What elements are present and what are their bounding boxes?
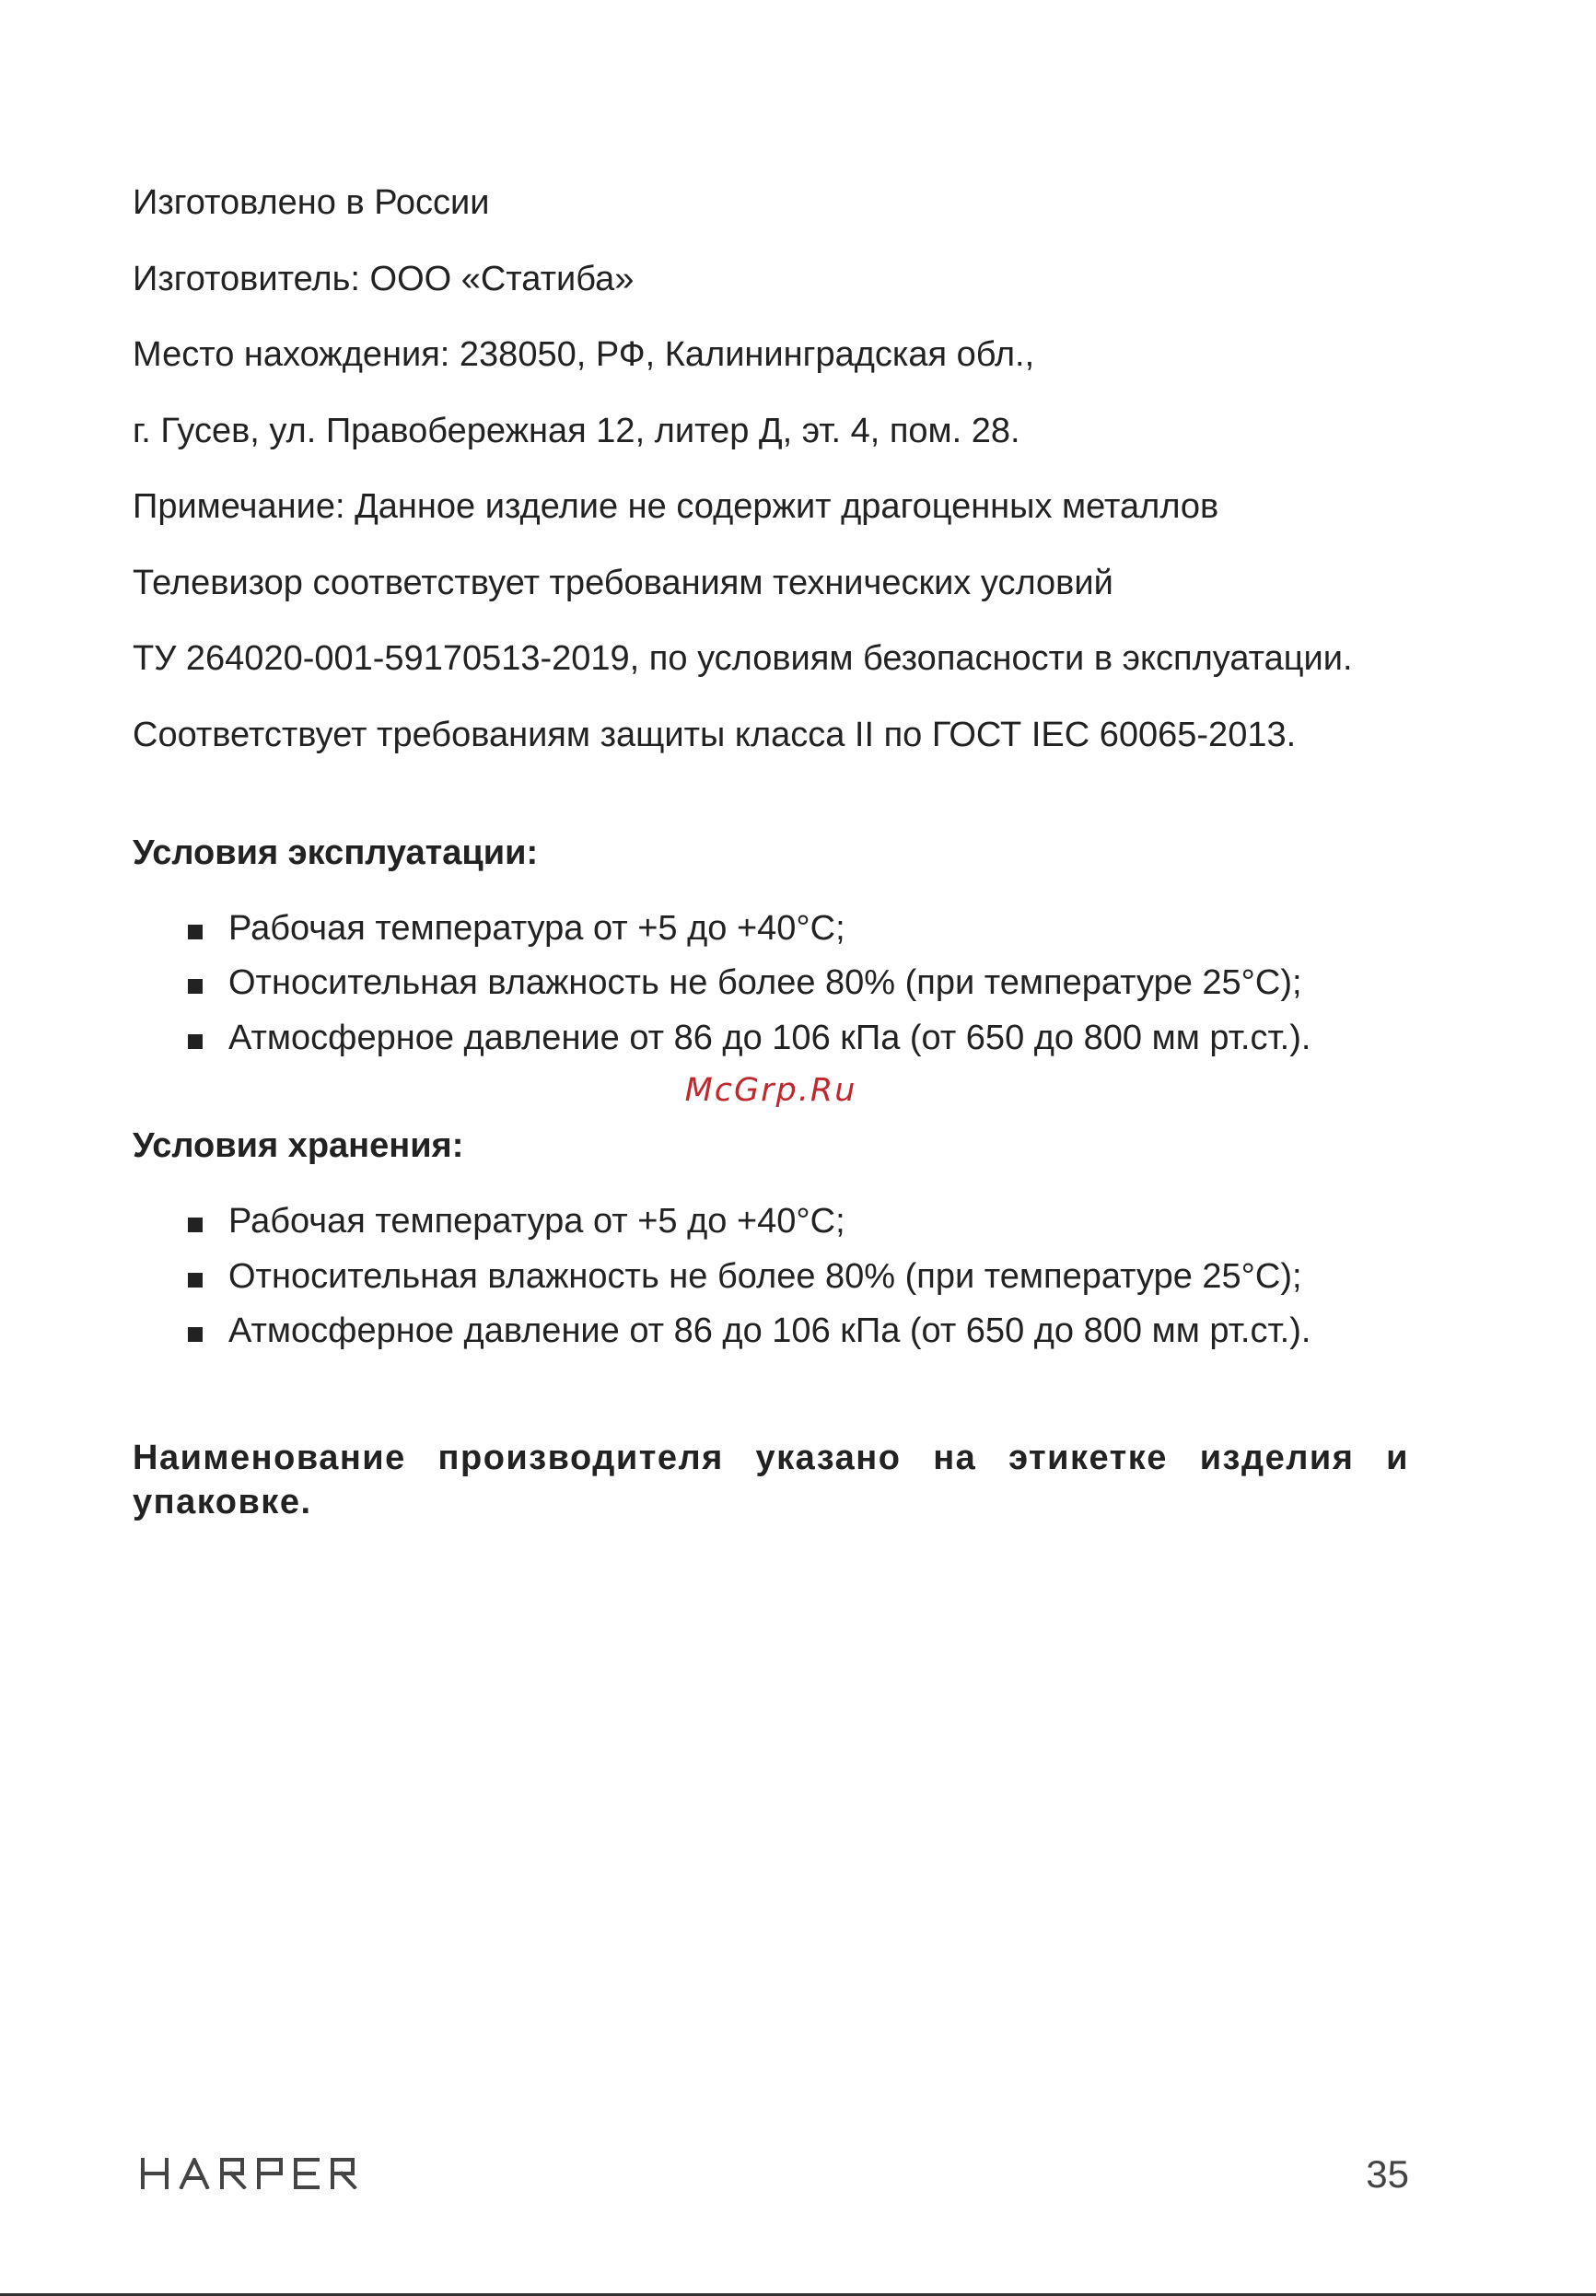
- note-line: Примечание: Данное изделие не содержит драгоценных металлов: [133, 487, 1219, 526]
- storage-conditions-title: Условия хранения:: [133, 1126, 464, 1165]
- page-content: [133, 182, 1409, 1524]
- compliance-line-1: Телевизор соответствует требованиям технических условий: [133, 563, 1113, 602]
- list-item-text: Рабочая температура от +5 до +40°С;: [228, 908, 845, 948]
- list-item: [133, 1018, 1409, 1073]
- page-number: 35: [1366, 2152, 1409, 2196]
- square-bullet-icon: [188, 1327, 203, 1342]
- address-line-1: Место нахождения: 238050, РФ, Калининградская обл.,: [133, 335, 1035, 374]
- list-item-text: Атмосферное давление от 86 до 106 кПа (от 650 до 800 мм рт.ст.).: [228, 1018, 1311, 1057]
- storage-conditions-list: [133, 1201, 1409, 1366]
- manufacturer-line: Изготовитель: ООО «Статиба»: [133, 259, 635, 298]
- list-item-text: Рабочая температура от +5 до +40°С;: [228, 1202, 845, 1241]
- list-item: [133, 1201, 1409, 1256]
- list-item: [133, 908, 1409, 963]
- list-item-text: Атмосферное давление от 86 до 106 кПа (от 650 до 800 мм рт.ст.).: [228, 1311, 1311, 1350]
- operating-conditions-title: Условия эксплуатации:: [133, 833, 539, 872]
- list-item-text: Относительная влажность не более 80% (при температуре 25°С);: [228, 963, 1302, 1002]
- square-bullet-icon: [188, 925, 203, 939]
- manufacturer-name-note: Наименование производителя указано на этикетке изделия и упаковке.: [133, 1438, 1409, 1521]
- list-item: [133, 1311, 1409, 1366]
- list-item: [133, 1256, 1409, 1311]
- compliance-line-2: ТУ 264020-001-59170513-2019, по условиям безопасности в эксплуатации.: [133, 639, 1353, 678]
- list-item-text: Относительная влажность не более 80% (при температуре 25°С);: [228, 1256, 1302, 1296]
- square-bullet-icon: [188, 1034, 203, 1049]
- watermark: McGrp.Ru: [684, 1072, 857, 1109]
- square-bullet-icon: [188, 1273, 203, 1288]
- list-item: [133, 962, 1409, 1018]
- address-line-2: г. Гусев, ул. Правобережная 12, литер Д, эт. 4, пом. 28.: [133, 411, 1020, 450]
- square-bullet-icon: [188, 979, 203, 994]
- harper-logo-icon: [139, 2158, 360, 2189]
- compliance-line-3: Соответствует требованиям защиты класса II по ГОСТ IEC 60065-2013.: [133, 715, 1297, 754]
- operating-conditions-list: [133, 908, 1409, 1073]
- square-bullet-icon: [188, 1218, 203, 1232]
- made-in-line: Изготовлено в России: [133, 183, 490, 222]
